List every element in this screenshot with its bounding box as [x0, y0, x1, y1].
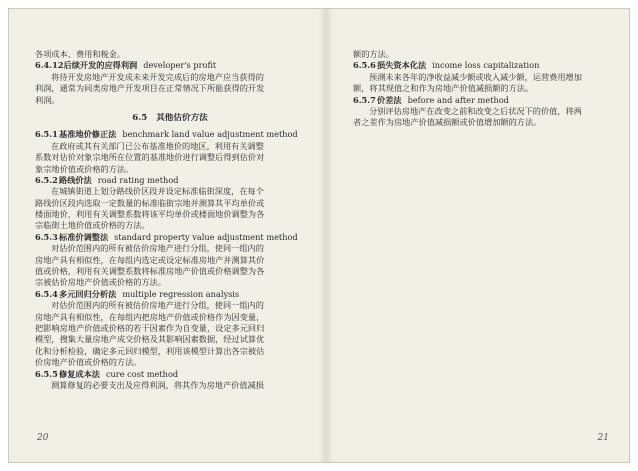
book-spread: [8, 8, 630, 463]
body-text-line: 将待开发房地产开发成未来开发完成后的房地产应当获得的: [51, 71, 264, 82]
body-text-line: 化和分析检验，确定多元回归模型，利用该模型计算出各宗被估: [35, 345, 265, 356]
clause-term: 路线价法: [59, 174, 92, 185]
right-page: [333, 9, 629, 462]
clause-term-english: road rating method: [97, 174, 179, 185]
body-text-line: 宗被估价房地产价值或价格的方法。: [35, 277, 167, 288]
body-text-line: 价房地产价值或价格的方法。: [35, 357, 142, 368]
body-text-line: 在政府或其有关部门已公布基准地价的地区，利用有关调整: [51, 140, 264, 151]
clause-term-english: before and after method: [407, 94, 509, 105]
clause-term: 基准地价修正法: [59, 129, 117, 140]
clause-number: 6.5.5: [35, 368, 58, 379]
section-heading: [35, 113, 305, 124]
left-page: [9, 9, 319, 462]
clause-term: 多元回归分析法: [59, 288, 117, 299]
clause-heading: [35, 369, 305, 380]
body-text-line: 系数对估价对象宗地所在位置的基准地价进行调整后得到估价对: [35, 152, 265, 163]
page-number-left: 20: [37, 433, 49, 443]
clause-number: 6.5.2: [35, 174, 58, 185]
body-text-line: 房地产具有相似性，在每组内选定或设定标准房地产并测算其价: [35, 254, 265, 265]
body-text-line: 对估价范围内的所有被估价房地产进行分组，使同一组内的: [51, 300, 264, 311]
body-text-line: 楼面地价，利用有关调整系数将该平均单价或楼面地价调整为各: [35, 209, 265, 220]
body-text-line: 者之差作为房地产价值减损额或价值增加额的方法。: [353, 117, 542, 128]
right-page-content: [353, 49, 613, 129]
clause-heading: [35, 232, 305, 243]
clause-term: 损失资本化法: [377, 60, 427, 71]
clause-heading: [35, 175, 305, 186]
clause-term-english: cure cost method: [105, 368, 179, 379]
clause-heading: [353, 60, 613, 71]
clause-term: 标准价调整法: [59, 231, 109, 242]
body-text-line: 把影响房地产价值或价格的若干因素作为自变量，设定多元回归: [35, 322, 265, 333]
clause-number: 6.5.6: [353, 60, 376, 71]
clause-term-english: benchmark land value adjustment method: [122, 129, 298, 140]
body-text-line: 额，将其现值之和作为房地产价值减损额的方法。: [353, 83, 534, 94]
clause-term: 后续开发的应得利润: [63, 60, 138, 71]
clause-heading: [35, 129, 305, 140]
body-text-line: 路线价区段内选取一定数量的标准临街宗地并测算其平均单价或: [35, 197, 265, 208]
body-text-line: 各项成本、费用和税金。: [35, 49, 126, 59]
body-text-line: 测算修复的必要支出及应得利润，将其作为房地产价值减损: [51, 379, 264, 390]
clause-term: 价差法: [377, 94, 402, 105]
clause-heading: [353, 95, 613, 106]
section-title: 其他估价方法: [156, 112, 208, 123]
body-text-line: 利润，通常为同类房地产开发项目在正常情况下所能获得的开发: [35, 83, 265, 94]
body-text-line: 预测未来各年的净收益减少额或收入减少额，运营费用增加: [369, 71, 582, 82]
left-page-bottom-block: [35, 129, 305, 391]
clause-term-english: income loss capitalization: [432, 60, 540, 71]
clause-number: 6.5.4: [35, 288, 58, 299]
section-number: 6.5: [132, 112, 148, 123]
clause-term-english: standard property value adjustment method: [114, 231, 298, 242]
clause-term-english: developer's profit: [143, 60, 217, 71]
clause-term: 修复成本法: [59, 368, 100, 379]
clause-heading: [35, 60, 305, 71]
body-text-line: 对估价范围内的所有被估价房地产进行分组，使同一组内的: [51, 243, 264, 254]
clause-number: 6.5.3: [35, 231, 58, 242]
left-page-top-block: [35, 49, 305, 106]
clause-number: 6.5.7: [353, 94, 376, 105]
body-text-line: 在城镇街道上划分路线价区段并设定标准临街深度，在每个: [51, 186, 264, 197]
clause-number: 6.5.1: [35, 129, 58, 140]
page-number-right: 21: [597, 433, 609, 443]
right-page-block: [353, 49, 613, 129]
book-gutter: [319, 9, 333, 462]
body-text-line: 分别评估房地产在改变之前和改变之后状况下的价值，将两: [369, 105, 582, 116]
body-text-line: 值或价格，利用有关调整系数将标准房地产价值或价格调整为各: [35, 266, 265, 277]
body-text-line: 房地产具有相似性，在每组内把房地产价值或价格作为因变量，: [35, 311, 265, 322]
body-text-line: 利润。: [35, 94, 60, 105]
clause-heading: [35, 289, 305, 300]
left-page-content: [35, 49, 305, 391]
body-text-line: 模型，搜集大量房地产成交价格及其影响因素数据，经过试算优: [35, 334, 265, 345]
body-text-line: 宗临街土地价值或价格的方法。: [35, 220, 150, 231]
clause-term-english: multiple regression analysis: [122, 288, 240, 299]
clause-number: 6.4.12: [35, 60, 64, 71]
body-text-line: 象宗地价值或价格的方法。: [35, 163, 134, 174]
body-text-line: 额的方法。: [353, 49, 394, 59]
